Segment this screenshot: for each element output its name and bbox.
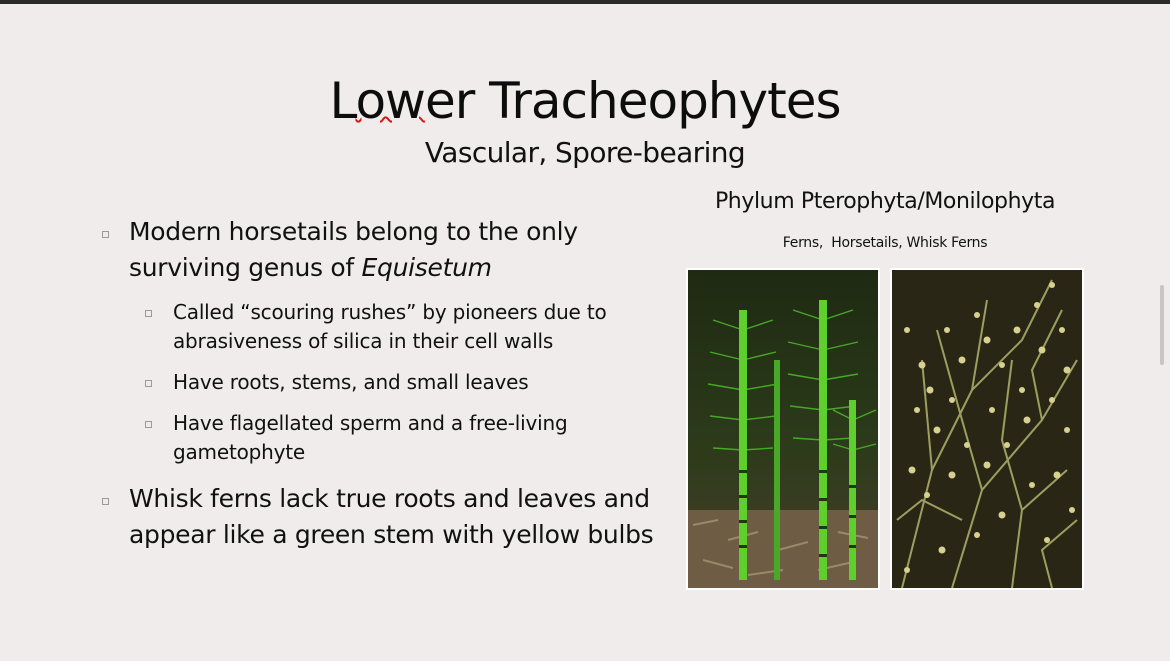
bullet-marker-icon <box>145 380 152 387</box>
slide-subtitle[interactable]: Vascular, Spore-bearing <box>424 136 746 169</box>
top-border <box>0 0 1170 4</box>
bullet-item: Whisk ferns lack true roots and leaves and appear like a green stem with yellow bulbs <box>100 481 660 553</box>
bullet-marker-icon <box>145 421 152 428</box>
bullet-marker-icon <box>102 498 109 505</box>
bullet-marker-icon <box>102 231 109 238</box>
horsetail-illustration <box>688 270 878 588</box>
whisk-fern-photo[interactable] <box>890 268 1084 590</box>
horsetail-photo[interactable] <box>686 268 880 590</box>
spellcheck-underline: ow <box>355 72 425 130</box>
sub-bullet-item: Have flagellated sperm and a free-living gametophyte <box>100 409 660 467</box>
scrollbar[interactable] <box>1160 285 1164 365</box>
sub-bullet-item: Called “scouring rushes” by pioneers due to abrasiveness of silica in their cell walls <box>100 298 660 356</box>
phylum-members[interactable]: Ferns, Horsetails, Whisk Ferns <box>782 235 988 251</box>
sub-bullet-item: Have roots, stems, and small leaves <box>100 368 660 397</box>
bullet-item: Modern horsetails belong to the only surviving genus of Equisetum <box>100 214 660 286</box>
slide-title[interactable]: Lower Tracheophytes <box>329 72 841 130</box>
whisk-fern-illustration <box>892 270 1082 588</box>
bullet-marker-icon <box>145 310 152 317</box>
phylum-heading[interactable]: Phylum Pterophyta/Monilophyta <box>714 189 1056 214</box>
bullet-list[interactable] <box>100 214 660 553</box>
